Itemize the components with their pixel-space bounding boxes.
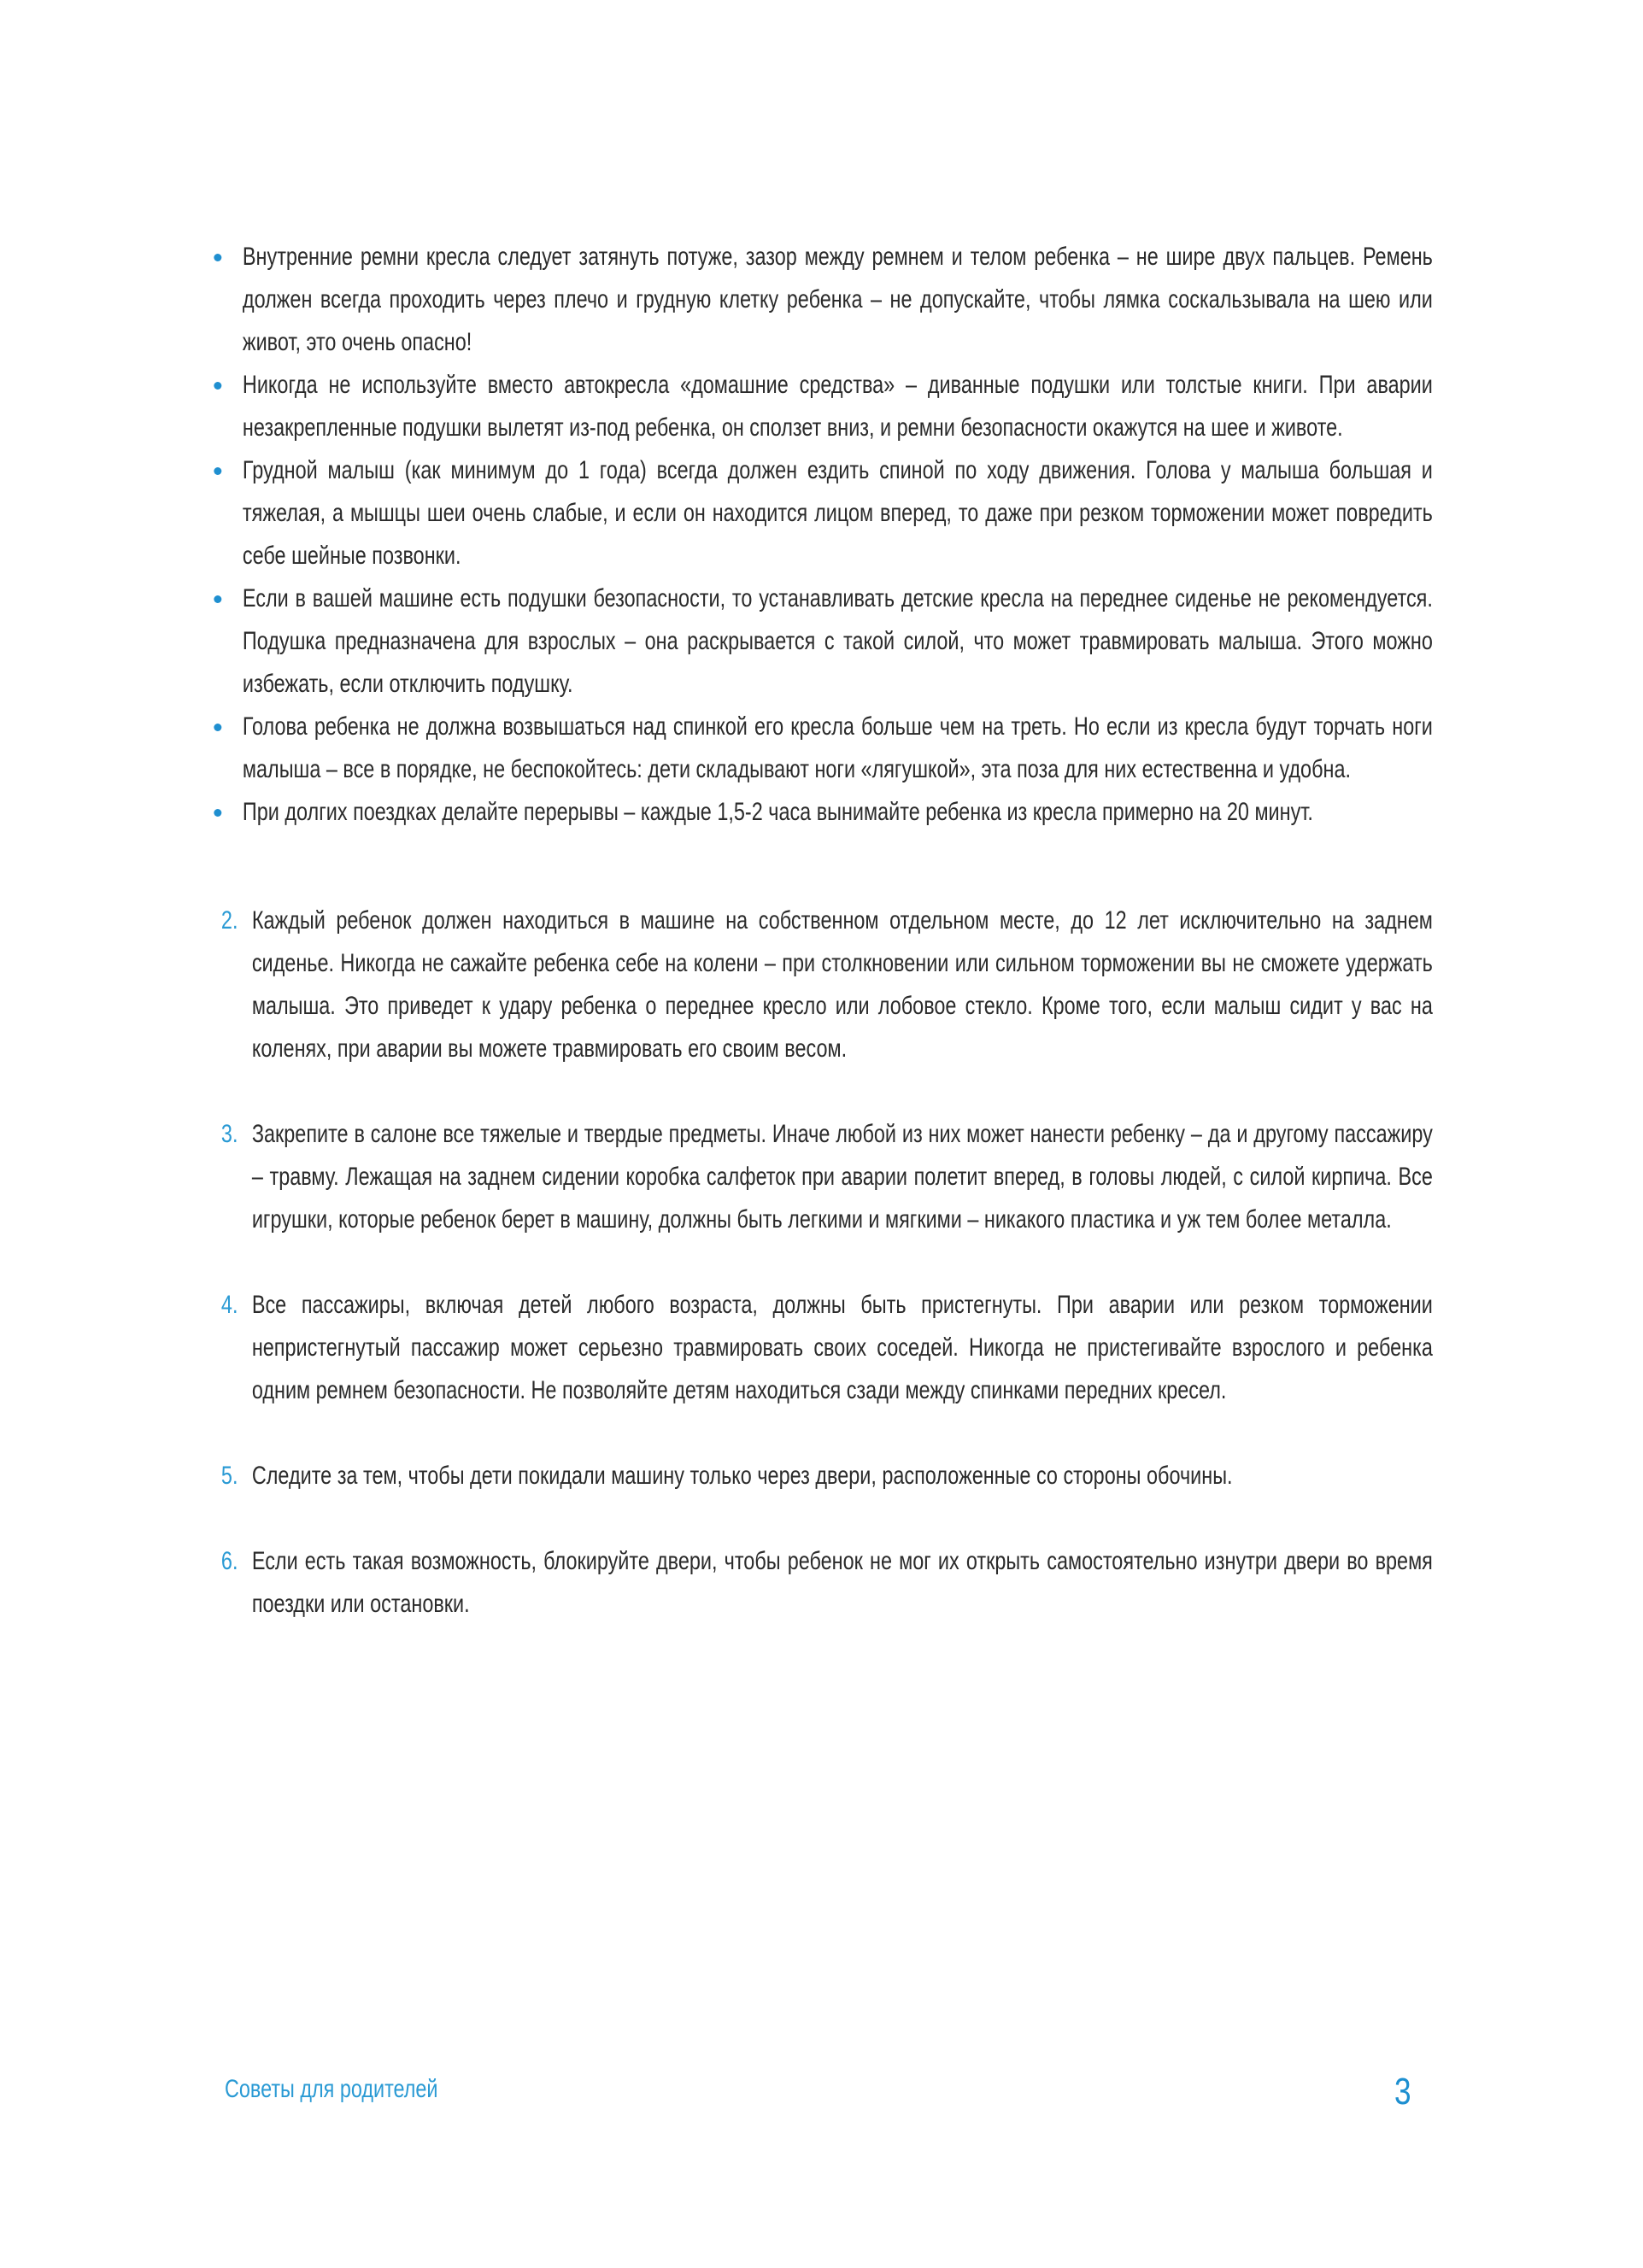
bullet-item [212,449,1433,577]
item-number: 2. [220,906,238,935]
bullet-text: Никогда не используйте вместо автокресла «домашние средства» – диванные подушки или толстые книги. При аварии незакрепленные подушки вылетят из-под ребенка, он сползет вниз, и ремни безопасности окажутся на шее и животе. [242,371,1433,442]
item-text: Каждый ребенок должен находиться в машине на собственном отдельном месте, до 12 лет исключительно на заднем сиденье. Никогда не сажайте ребенка себе на колени – при столкновении или сильном торможении вы не сможете удержать малыша. Это приведет к удару ребенка о переднее кресло или лобовое стекло. Кроме того, если малыш сидит у вас на коленях, при аварии вы можете травмировать его своим весом. [251,906,1433,1063]
bullet-text: Голова ребенка не должна возвышаться над спинкой его кресла больше чем на треть. Но если из кресла будут торчать ноги малыша – все в порядке, не беспокойтесь: дети складывают ноги «лягушкой», эта поза для них естественна и удобна. [242,712,1433,783]
bullet-item [212,577,1433,706]
item-number: 5. [220,1462,238,1490]
bullet-item [212,236,1433,364]
bullet-item [212,364,1433,449]
numbered-item [212,1540,1433,1626]
numbered-list [212,900,1433,1626]
bullet-icon [214,809,221,817]
numbered-item [212,900,1433,1070]
page-number: 3 [1394,2071,1411,2113]
bullet-text: При долгих поездках делайте перерывы – каждые 1,5-2 часа вынимайте ребенка из кресла примерно на 20 минут. [242,798,1313,826]
bullet-text: Внутренние ремни кресла следует затянуть потуже, зазор между ремнем и телом ребенка – не шире двух пальцев. Ремень должен всегда проходить через плечо и грудную клетку ребенка – не допускайте, чтобы лямка соскальзывала на шею или живот, это очень опасно! [242,243,1433,356]
bullet-icon [214,254,221,261]
item-text: Если есть такая возможность, блокируйте двери, чтобы ребенок не мог их открыть самостоятельно изнутри двери во время поездки или остановки. [251,1547,1433,1618]
item-text: Закрепите в салоне все тяжелые и твердые предметы. Иначе любой из них может нанести ребенку – да и другому пассажиру – травму. Лежащая на заднем сидении коробка салфеток при аварии полетит вперед, в головы людей, с силой кирпича. Все игрушки, которые ребенок берет в машину, должны быть легкими и мягкими – никакого пластика и уж тем более металла. [251,1120,1433,1234]
item-text: Следите за тем, чтобы дети покидали машину только через двери, расположенные со стороны обочины. [251,1462,1233,1490]
bullet-icon [214,724,221,731]
item-number: 3. [220,1120,238,1148]
item-text: Все пассажиры, включая детей любого возраста, должны быть пристегнуты. При аварии или резком торможении непристегнутый пассажир может серьезно травмировать своих соседей. Никогда не пристегивайте взрослого и ребенка одним ремнем безопасности. Не позволяйте детям находиться сзади между спинками передних кресел. [251,1291,1433,1404]
item-number: 4. [220,1291,238,1319]
footer-title: Советы для родителей [225,2075,438,2103]
bullet-icon [214,467,221,475]
item-number: 6. [220,1547,238,1575]
bullet-item [212,706,1433,791]
bullet-icon [214,595,221,603]
page-content [212,236,1433,1668]
bullet-text: Если в вашей машине есть подушки безопасности, то устанавливать детские кресла на переднее сиденье не рекомендуется. Подушка предназначена для взрослых – она раскрывается с такой силой, что может травмировать малыша. Этого можно избежать, если отключить подушку. [242,584,1433,698]
numbered-item [212,1284,1433,1412]
numbered-item [212,1455,1433,1497]
numbered-item [212,1113,1433,1241]
bullet-text: Грудной малыш (как минимум до 1 года) всегда должен ездить спиной по ходу движения. Голова у малыша большая и тяжелая, а мышцы шеи очень слабые, и если он находится лицом вперед, то даже при резком торможении может повредить себе шейные позвонки. [242,456,1433,570]
bullet-list [212,236,1433,834]
bullet-item [212,791,1433,834]
bullet-icon [214,382,221,390]
